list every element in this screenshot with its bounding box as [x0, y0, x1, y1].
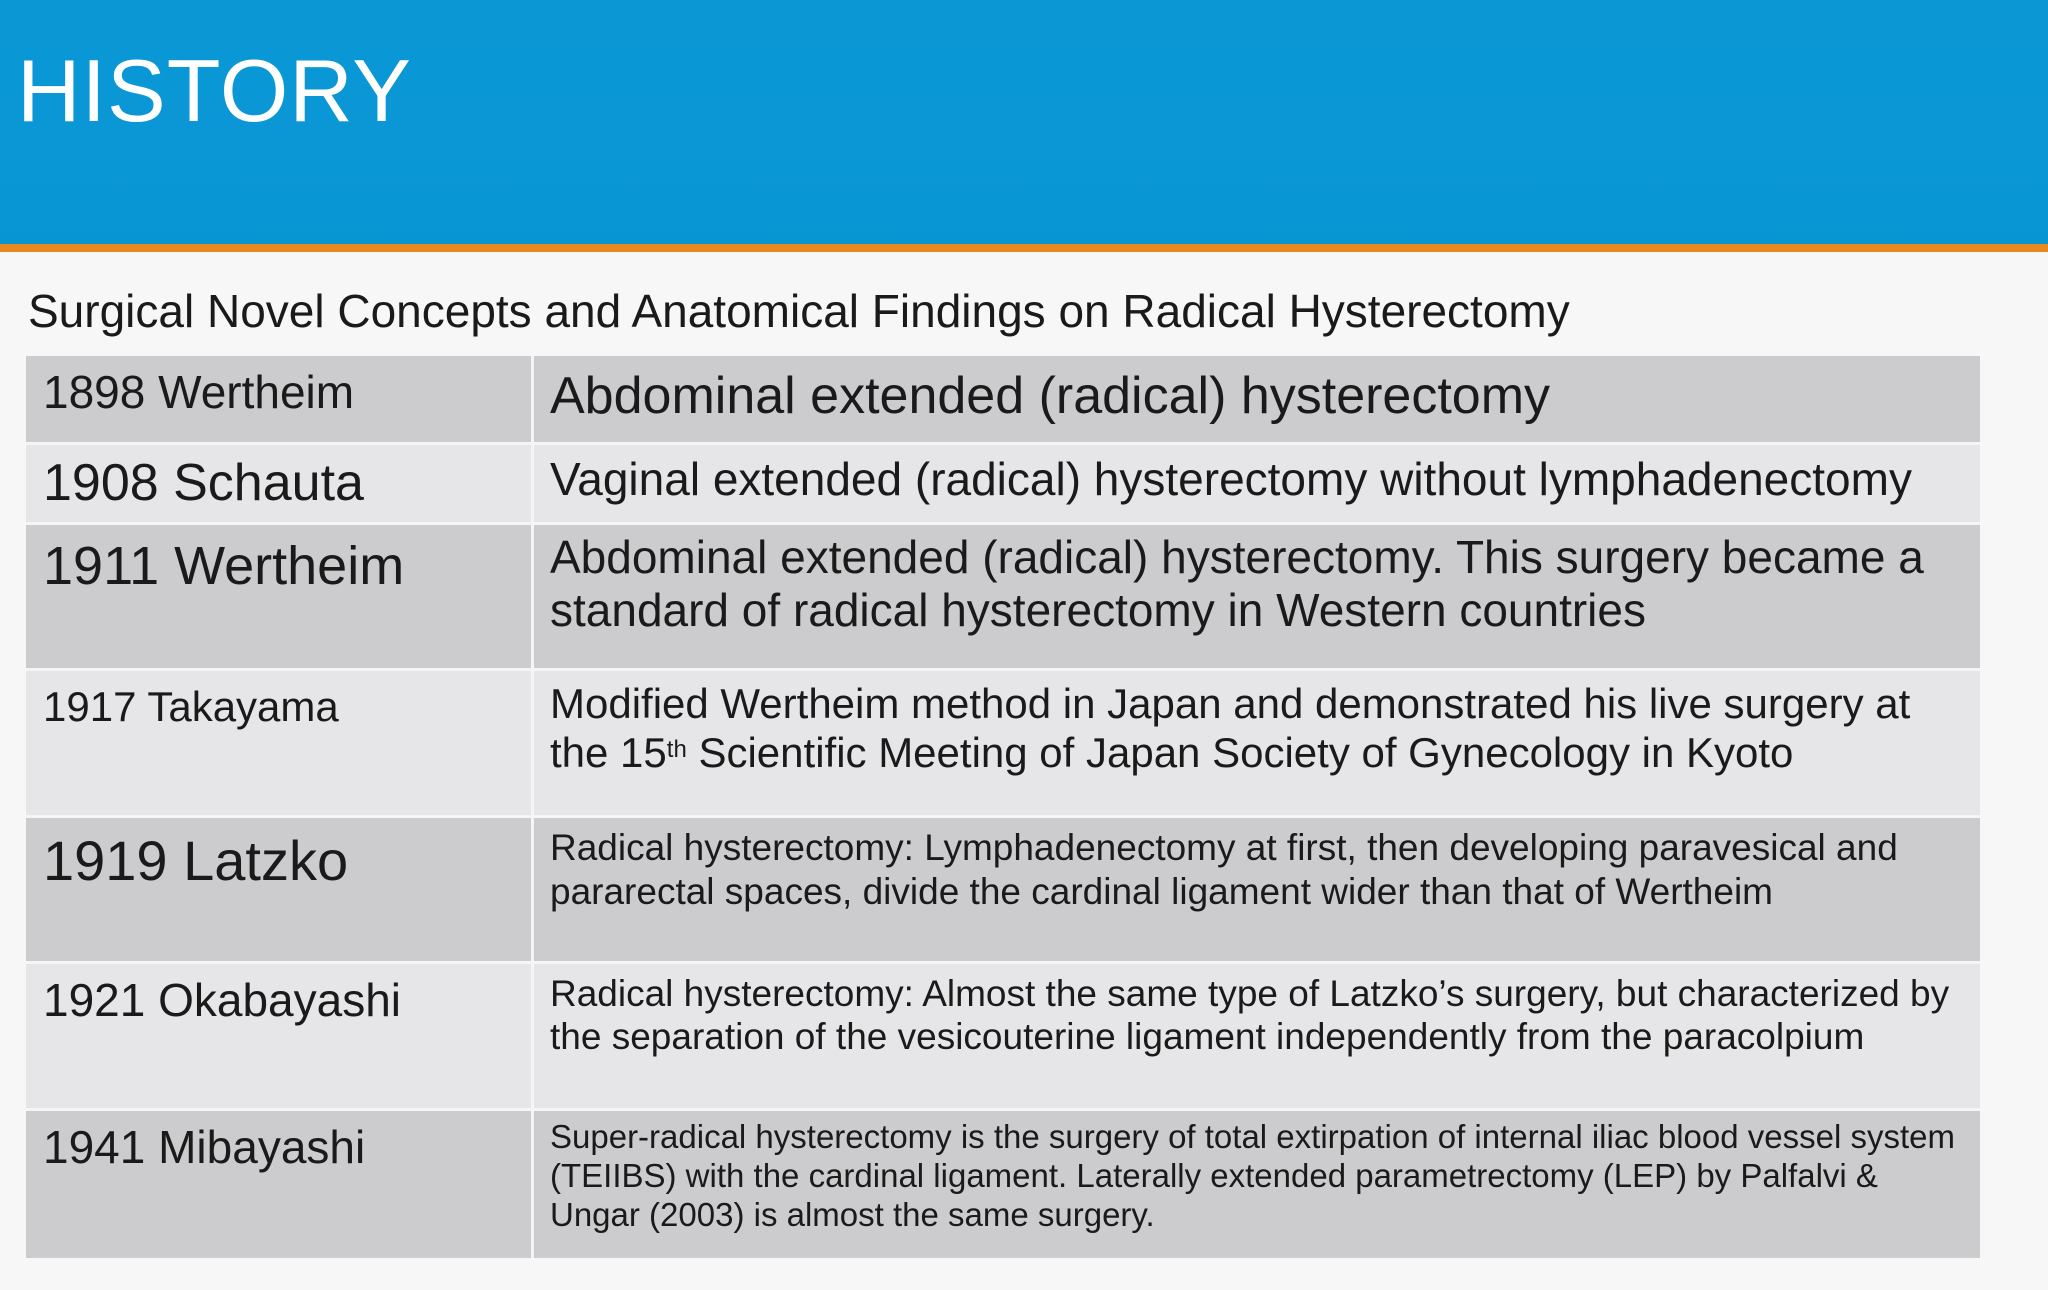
table-row	[26, 356, 1980, 445]
slide-title: HISTORY	[17, 41, 412, 140]
description-cell: Radical hysterectomy: Lymphadenectomy at first, then developing paravesical and pararectal spaces, divide the cardinal ligament wider than that of Wertheim	[550, 827, 1898, 912]
year-cell: 1919 Latzko	[26, 818, 534, 961]
table-row	[26, 818, 1980, 964]
description-cell: Vaginal extended (radical) hysterectomy without lymphadenectomy	[550, 453, 1912, 505]
description-cell: Abdominal extended (radical) hysterectomy	[550, 367, 1551, 425]
description-cell: Radical hysterectomy: Almost the same type of Latzko’s surgery, but characterized by the separation of the vesicouterine ligament independently from the paracolpium	[550, 973, 1950, 1057]
year-cell: 1941 Mibayashi	[26, 1111, 534, 1258]
slide-header	[0, 0, 2048, 244]
year-cell: 1898 Wertheim	[26, 356, 534, 442]
ordinal-suffix: th	[666, 736, 687, 763]
table-row	[26, 525, 1980, 671]
description-cell: Abdominal extended (radical) hysterectomy. This surgery became a standard of radical hysterectomy in Western countries	[550, 531, 1924, 636]
description-text: Scientific Meeting of Japan Society of Gynecology in Kyoto	[686, 729, 1794, 776]
description-cell: Super-radical hysterectomy is the surgery of total extirpation of internal iliac blood vessel system (TEIIBS) with the cardinal ligament. Laterally extended parametrectomy (LEP) by Palfalvi & Ungar (2003) is almost the same surgery.	[550, 1118, 1955, 1233]
history-table	[26, 356, 1980, 1258]
year-cell: 1911 Wertheim	[26, 525, 534, 668]
slide-subtitle: Surgical Novel Concepts and Anatomical Findings on Radical Hysterectomy	[28, 285, 1570, 337]
year-cell: 1917 Takayama	[26, 671, 534, 815]
description-cell	[534, 671, 1980, 815]
table-row	[26, 1111, 1980, 1258]
year-cell: 1921 Okabayashi	[26, 964, 534, 1108]
table-row	[26, 445, 1980, 525]
description-text: Modified Wertheim method in Japan and demonstrated his live surgery at the 15	[550, 680, 1911, 776]
table-row	[26, 671, 1980, 818]
year-cell: 1908 Schauta	[26, 445, 534, 522]
header-accent-stripe	[0, 244, 2048, 252]
table-row	[26, 964, 1980, 1111]
